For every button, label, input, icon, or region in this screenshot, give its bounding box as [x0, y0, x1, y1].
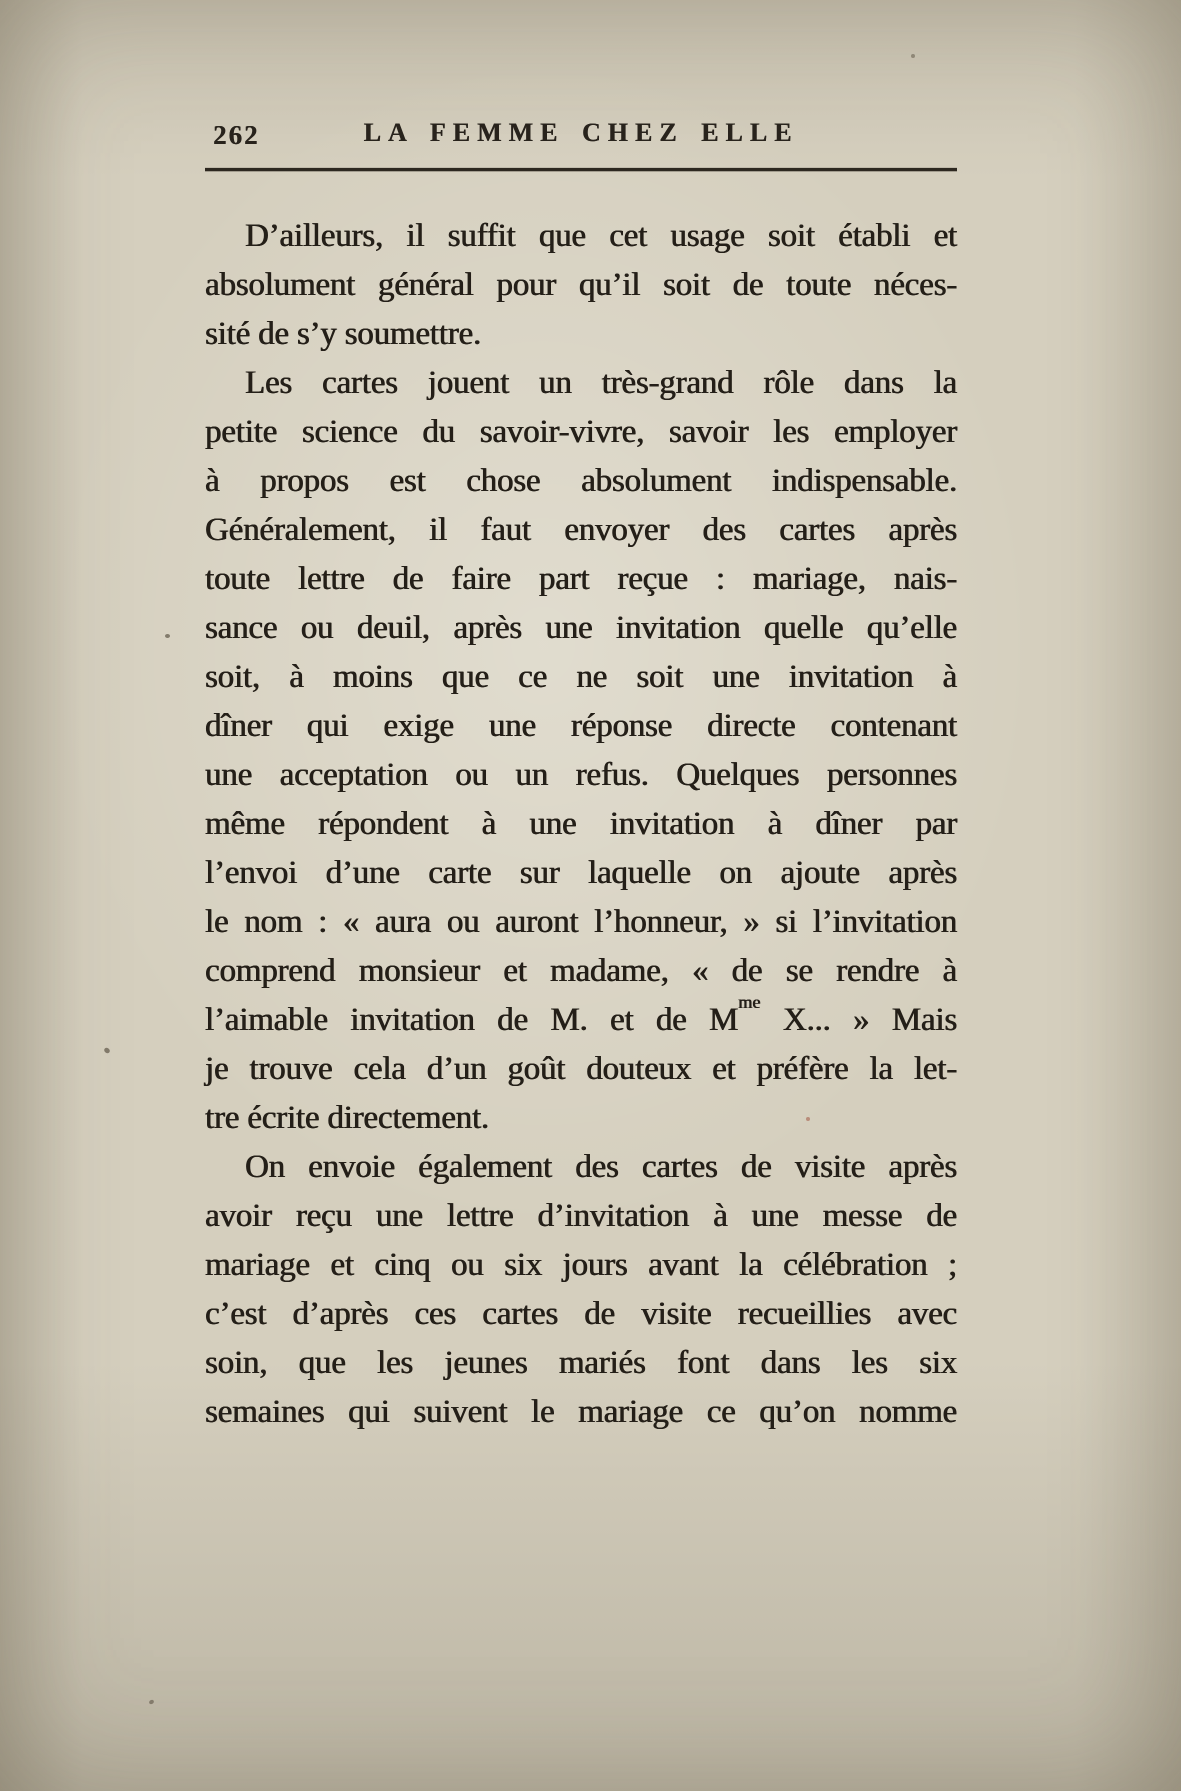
text-line: Généralement, il faut envoyer des cartes après	[205, 512, 957, 548]
page-number: 262	[213, 120, 260, 150]
text-line: semaines qui suivent le mariage ce qu’on nomme	[205, 1394, 957, 1430]
text-segment: X... » Mais	[760, 1002, 957, 1038]
text-line: D’ailleurs, il suffit que cet usage soit établi et	[245, 218, 957, 254]
text-line: absolument général pour qu’il soit de toute néces-	[205, 267, 957, 303]
text-line: avoir reçu une lettre d’invitation à une messe de	[205, 1198, 957, 1234]
text-line: tre écrite directement.	[205, 1100, 489, 1136]
text-line: c’est d’après ces cartes de visite recueillies avec	[205, 1296, 957, 1332]
text-line: je trouve cela d’un goût douteux et préfère la let-	[205, 1051, 957, 1087]
text-line: soin, que les jeunes mariés font dans les six	[205, 1345, 957, 1381]
text-line: dîner qui exige une réponse directe contenant	[205, 708, 957, 744]
header-rule	[205, 168, 957, 171]
text-line: l’envoi d’une carte sur laquelle on ajoute après	[205, 855, 957, 891]
text-line: toute lettre de faire part reçue : mariage, nais-	[205, 561, 957, 597]
text-line: même répondent à une invitation à dîner par	[205, 806, 957, 842]
body-text	[205, 212, 957, 1437]
paper-speck	[806, 1117, 810, 1121]
text-segment: l’aimable invitation de M. et de M	[205, 1002, 739, 1038]
paper-speck	[911, 54, 915, 58]
text-line: comprend monsieur et madame, « de se rendre à	[205, 953, 957, 989]
text-line: petite science du savoir-vivre, savoir les employer	[205, 414, 957, 450]
text-line: soit, à moins que ce ne soit une invitation à	[205, 659, 957, 695]
text-line: à propos est chose absolument indispensable.	[205, 463, 957, 499]
running-title: LA FEMME CHEZ ELLE	[363, 118, 799, 147]
paper-speck	[148, 1699, 154, 1705]
paper-speck	[103, 1047, 111, 1055]
text-line: sance ou deuil, après une invitation quelle qu’elle	[205, 610, 957, 646]
text-line: Les cartes jouent un très-grand rôle dans la	[245, 365, 957, 401]
paper-speck	[165, 634, 170, 638]
text-line: mariage et cinq ou six jours avant la célébration ;	[205, 1247, 957, 1283]
text-line: une acceptation ou un refus. Quelques personnes	[205, 757, 957, 793]
text-line: l’aimable invitation de M. et de $M^{me}$ X... » Mais	[205, 992, 957, 1038]
page-header	[205, 118, 957, 158]
text-line: le nom : « aura ou auront l’honneur, » si l’invitation	[205, 904, 957, 940]
text-line: On envoie également des cartes de visite après	[245, 1149, 957, 1185]
text-line: sité de s’y soumettre.	[205, 316, 482, 352]
